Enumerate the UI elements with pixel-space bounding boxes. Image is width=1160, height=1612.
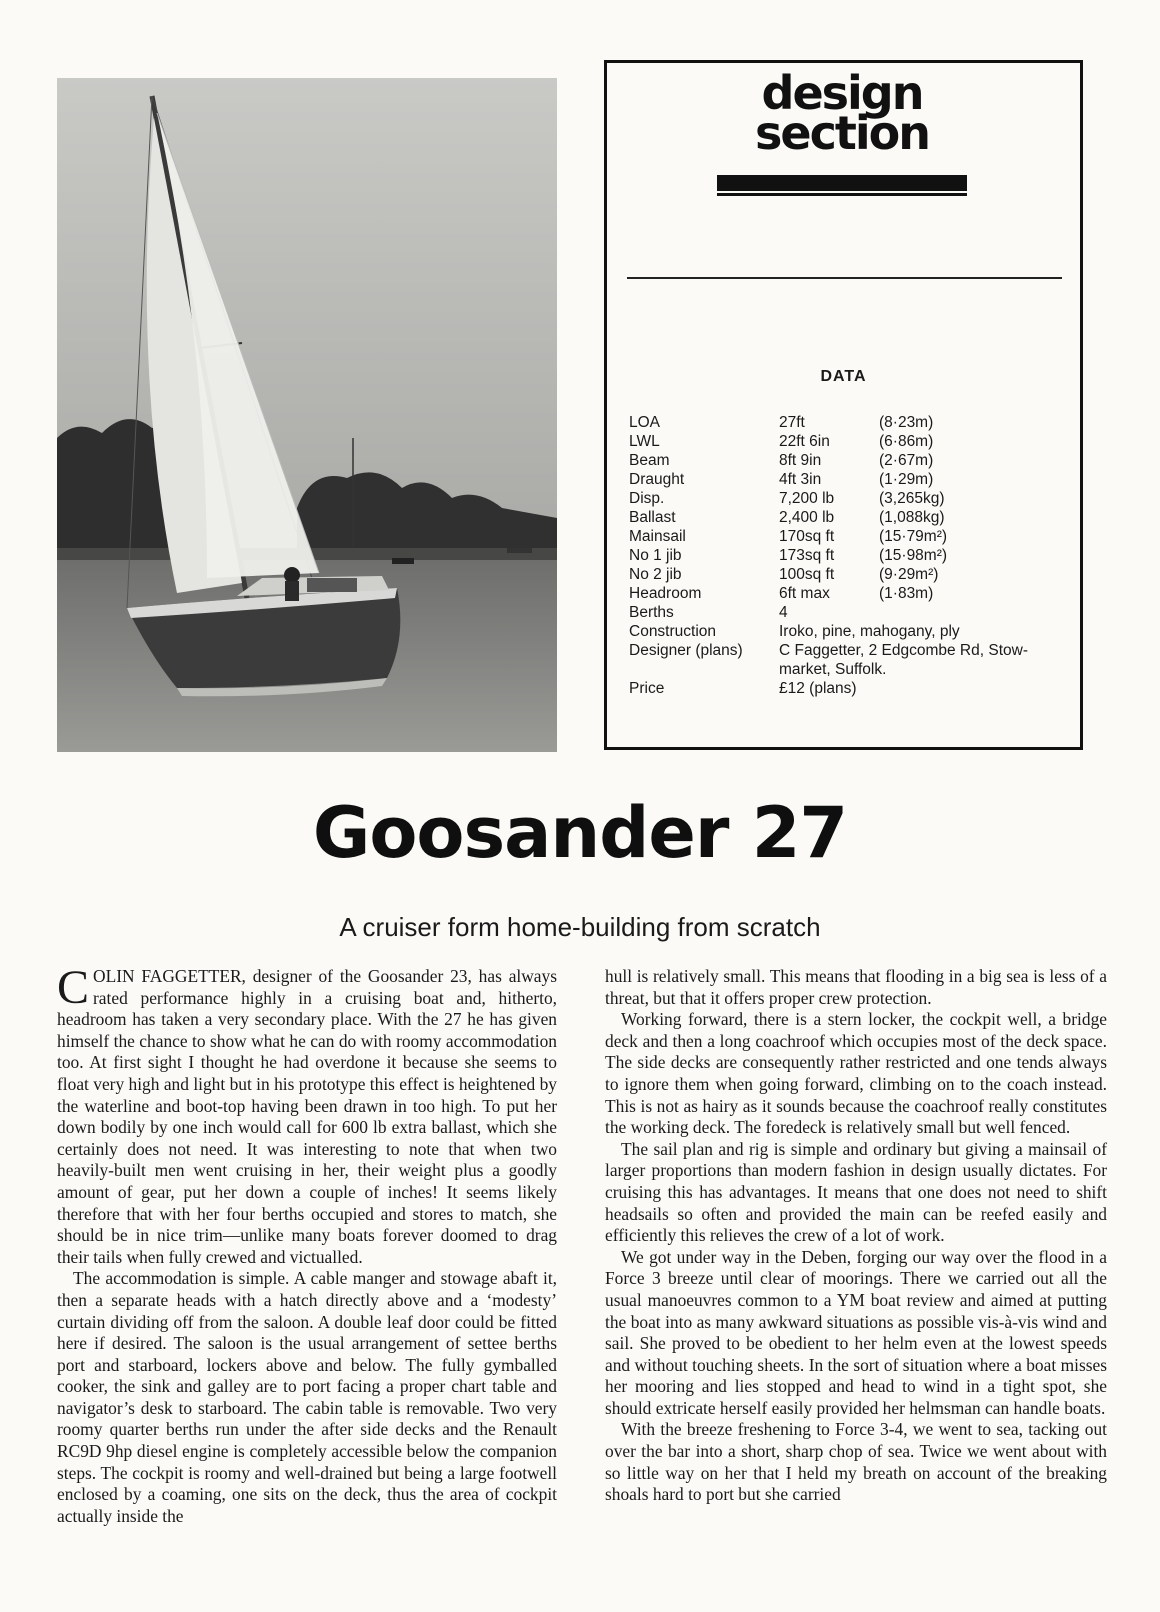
spec-label: Designer (plans) [629, 642, 743, 659]
spec-imperial: 27ft [779, 414, 805, 431]
spec-label: Beam [629, 452, 670, 469]
body-paragraph: Working forward, there is a stern locker, the cockpit well, a bridge deck and then a long coachroof which occupies most of the deck space. The side decks are consequently rather restricted and one tends always to ignore them when going forward, climbing on to the coach instead. This is not as hairy as it sounds because the coachroof really constitutes the working deck. The foredeck is relatively small but well fenced. [605, 1009, 1107, 1138]
spec-metric: (8·23m) [879, 414, 934, 431]
spec-metric: (6·86m) [879, 433, 934, 450]
spec-label: Ballast [629, 509, 676, 526]
spec-label: Mainsail [629, 528, 686, 545]
spec-imperial: 6ft max [779, 585, 830, 602]
spec-metric: (1·83m) [879, 585, 934, 602]
spec-label: Construction [629, 623, 717, 640]
spec-label: LOA [629, 414, 661, 431]
body-column-right [605, 966, 1107, 1506]
spec-price-value: £12 (plans) [779, 680, 857, 697]
spec-metric: (3,265kg) [879, 490, 945, 507]
logo-underline [717, 193, 967, 196]
spec-imperial: 22ft 6in [779, 433, 830, 450]
spec-imperial: 4ft 3in [779, 471, 822, 488]
logo-line-design: design [761, 66, 923, 120]
body-paragraph: With the breeze freshening to Force 3-4, we went to sea, tacking out over the bar into a short, sharp chop of sea. Twice we went about with so little way on her that I held my breath on account of the breaking shoals hard to port but she carried [605, 1419, 1107, 1505]
spec-imperial: 8ft 9in [779, 452, 822, 469]
spec-metric: (15·79m²) [879, 528, 948, 545]
spec-row [629, 565, 1069, 584]
spec-metric: (9·29m²) [879, 566, 939, 583]
spec-row [629, 489, 1069, 508]
spec-label: No 1 jib [629, 547, 682, 564]
body-paragraph: hull is relatively small. This means that flooding in a big sea is less of a threat, but that it offers proper crew protection. [605, 966, 1107, 1008]
yacht-photo [57, 78, 557, 752]
spec-label: Draught [629, 471, 685, 488]
spec-row [629, 413, 1069, 432]
body-paragraph [57, 961, 557, 1268]
spec-imperial: 4 [779, 604, 788, 621]
spec-label: Price [629, 680, 665, 697]
spec-metric: (1·29m) [879, 471, 934, 488]
spec-row-designer [629, 641, 1069, 679]
spec-label: Berths [629, 604, 674, 621]
article-subtitle: A cruiser form home-building from scratch [339, 912, 821, 942]
yacht-photo-illustration [57, 78, 557, 752]
spec-imperial: 170sq ft [779, 528, 835, 545]
divider-rule [627, 277, 1062, 279]
logo-line-section: section [755, 106, 929, 160]
data-box [604, 60, 1083, 750]
spec-designer-value: C Faggetter, 2 Edgcombe Rd, Stow-market, Suffolk. [779, 642, 1028, 678]
body-paragraph: The accommodation is simple. A cable manger and stowage abaft it, then a separate heads with a hatch directly above and a ‘modesty’ curtain dividing off from the saloon. A double leaf door could be fitted here if desired. The saloon is the usual arrangement of settee berths port and starboard, lockers above and below. The fully gymballed cooker, the sink and galley are to port facing a proper chart table and navigator’s desk to starboard. The cabin table is removable. Two very roomy quarter berths run under the after side decks and the Renault RC9D 9hp diesel engine is completely accessible below the companion steps. The cockpit is roomy and well-drained but being a large footwell enclosed by a coaming, one sits on the deck, thus the area of cockpit actually inside the [57, 1268, 557, 1526]
spec-table [629, 413, 1069, 698]
body-column-left [57, 961, 557, 1527]
spec-label: LWL [629, 433, 660, 450]
logo-bar [717, 175, 967, 191]
body-paragraph: The sail plan and rig is simple and ordinary but giving a mainsail of larger proportions than modern fashion in design usually dictates. For cruising this has advantages. It means that one does not need to shift headsails so often and provided the main can be reefed easily and efficiently this relieves the crew of a lot of work. [605, 1138, 1107, 1246]
spec-row-construction [629, 622, 1069, 641]
spec-row [629, 508, 1069, 527]
spec-row [629, 603, 1069, 622]
data-heading: DATA [820, 368, 867, 385]
spec-imperial: 2,400 lb [779, 509, 835, 526]
spec-row [629, 546, 1069, 565]
spec-construction-value: Iroko, pine, mahogany, ply [779, 623, 960, 640]
spec-metric: (2·67m) [879, 452, 934, 469]
design-section-logo [717, 66, 967, 160]
paragraph-text: OLIN FAGGETTER, designer of the Goosander 23, has always rated performance highly in a cruising boat and, hitherto, headroom has taken a very secondary place. With the 27 he has given himself the chance to show what he can do with roomy accommodation too. At first sight I thought he had overdone it because she seems to float very high and light but in his prototype this effect is heightened by the waterline and boot-top having been drawn in too high. To put her down bodily by one inch would call for 600 lb extra ballast, which she certainly does not need. It was interesting to note that when two heavily-built men went cruising in her, their weight plus a goodly amount of gear, put her down a couple of inches! It seems likely therefore that with her four berths occupied and stores to match, she should be in nice trim—unlike many boats forever doomed to drag their tails when fully crewed and victualled. [57, 966, 557, 1267]
spec-imperial: 100sq ft [779, 566, 835, 583]
spec-row [629, 470, 1069, 489]
spec-label: Headroom [629, 585, 702, 602]
spec-row [629, 527, 1069, 546]
article-title: Goosander 27 [312, 792, 848, 874]
body-paragraph: We got under way in the Deben, forging our way over the flood in a Force 3 breeze until clear of moorings. There we carried out all the usual manoeuvres common to a YM boat review and aimed at putting the boat into as many awkward situations as possible vis-à-vis wind and sail. She proved to be obedient to her helm even at the lowest speeds and without touching sheets. In the sort of situation where a boat misses her mooring and lies stopped and head to wind in a tight spot, she should extricate herself easily provided her helmsman can handle boats. [605, 1246, 1107, 1418]
spec-label: Disp. [629, 490, 665, 507]
spec-row [629, 584, 1069, 603]
spec-imperial: 7,200 lb [779, 490, 835, 507]
spec-metric: (1,088kg) [879, 509, 945, 526]
spec-row [629, 451, 1069, 470]
spec-row-price [629, 679, 1069, 698]
spec-label: No 2 jib [629, 566, 682, 583]
drop-cap: C [57, 961, 90, 1014]
spec-metric [879, 603, 1069, 622]
spec-row [629, 432, 1069, 451]
spec-metric: (15·98m²) [879, 547, 948, 564]
spec-imperial: 173sq ft [779, 547, 835, 564]
